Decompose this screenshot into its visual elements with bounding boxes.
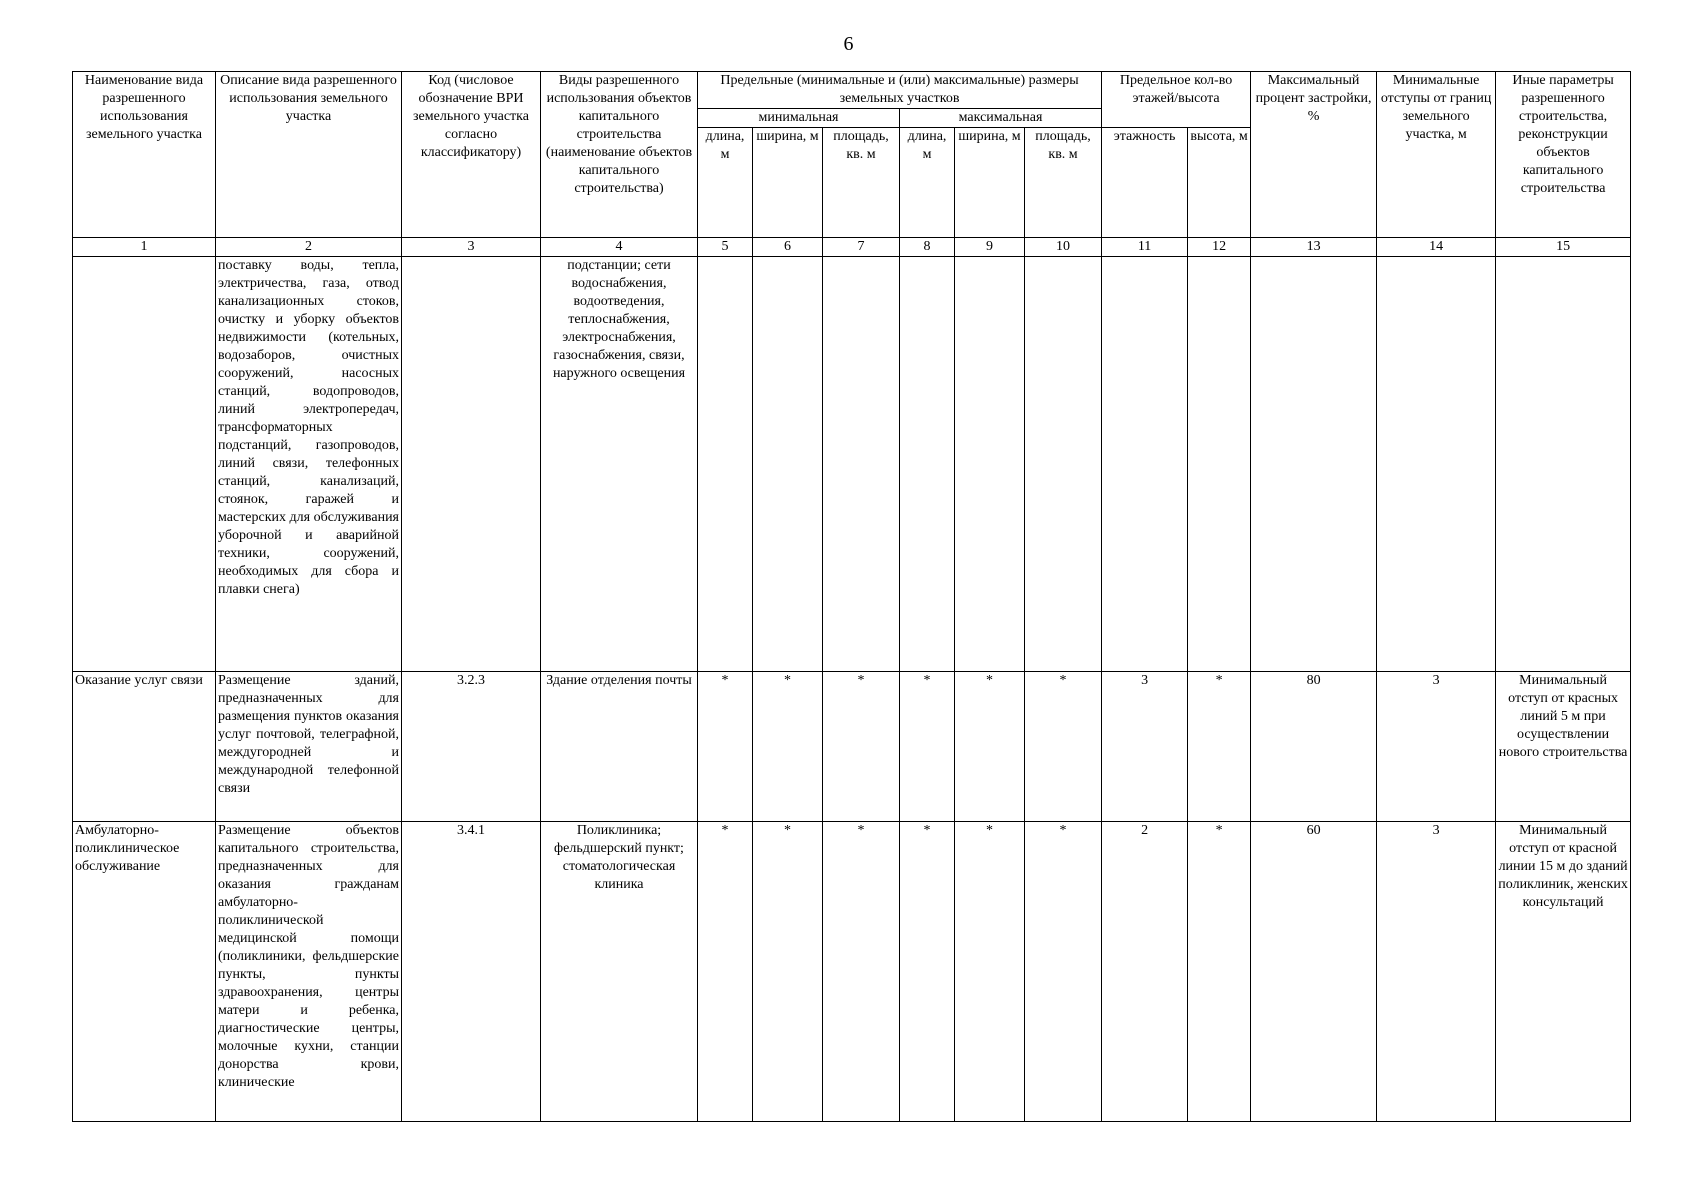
max-area-value: *: [1025, 672, 1102, 822]
classifier-code: [402, 257, 541, 672]
max-building-percent-value: [1251, 257, 1377, 672]
column-number: 3: [402, 238, 541, 257]
header-land-use-description: Описание вида разрешенного использования земельного участка: [216, 72, 402, 238]
land-use-name: [73, 257, 216, 672]
header-max-building-percent: Максимальный процент застройки, %: [1251, 72, 1377, 238]
construction-objects: Здание отделения почты: [541, 672, 698, 822]
column-number: 14: [1377, 238, 1496, 257]
max-width-value: [955, 257, 1025, 672]
header-plot-size-limits: Предельные (минимальные и (или) максимальные) размеры земельных участков: [698, 72, 1102, 109]
header-classifier-code: Код (числовое обозначение ВРИ земельного участка согласно классификатору): [402, 72, 541, 238]
column-number: 7: [823, 238, 900, 257]
header-max-length: длина, м: [900, 128, 955, 238]
max-area-value: *: [1025, 822, 1102, 1122]
table-row: [73, 257, 1631, 672]
floors-value: 3: [1102, 672, 1188, 822]
header-land-use-name: Наименование вида разрешенного использования земельного участка: [73, 72, 216, 238]
page-number: 6: [843, 33, 854, 55]
header-maximum: максимальная: [900, 109, 1102, 128]
column-number: 6: [753, 238, 823, 257]
classifier-code: 3.2.3: [402, 672, 541, 822]
max-area-value: [1025, 257, 1102, 672]
header-min-length: длина, м: [698, 128, 753, 238]
min-area-value: *: [823, 672, 900, 822]
header-min-area: площадь, кв. м: [823, 128, 900, 238]
column-number: 4: [541, 238, 698, 257]
land-use-description: Размещение объектов капитального строительства, предназначенных для оказания гражданам амбулаторно-поликлинической медицинской помощи (поликлиники, фельдшерские пункты, пункты здравоохранения, центры матери и ребенка, диагностические центры, молочные кухни, станции донорства крови, клинические: [216, 822, 402, 1122]
max-building-percent-value: 80: [1251, 672, 1377, 822]
construction-objects: подстанции; сети водоснабжения, водоотведения, теплоснабжения, электроснабжения, газоснабжения, связи, наружного освещения: [541, 257, 698, 672]
min-setback-value: 3: [1377, 822, 1496, 1122]
max-width-value: *: [955, 672, 1025, 822]
land-use-name: Амбулаторно-поликлиническое обслуживание: [73, 822, 216, 1122]
land-use-name: Оказание услуг связи: [73, 672, 216, 822]
header-height: высота, м: [1188, 128, 1251, 238]
min-width-value: [753, 257, 823, 672]
construction-objects: Поликлиника; фельдшерский пункт; стоматологическая клиника: [541, 822, 698, 1122]
table-row: [73, 672, 1631, 822]
column-number: 13: [1251, 238, 1377, 257]
column-number: 5: [698, 238, 753, 257]
floors-value: 2: [1102, 822, 1188, 1122]
height-value: *: [1188, 672, 1251, 822]
column-number: 1: [73, 238, 216, 257]
min-width-value: *: [753, 672, 823, 822]
column-number: 15: [1496, 238, 1631, 257]
column-number: 12: [1188, 238, 1251, 257]
column-number: 9: [955, 238, 1025, 257]
land-use-description: Размещение зданий, предназначенных для размещения пунктов оказания услуг почтовой, телеграфной, междугородней и международной телефонной связи: [216, 672, 402, 822]
classifier-code: 3.4.1: [402, 822, 541, 1122]
header-minimum: минимальная: [698, 109, 900, 128]
header-min-width: ширина, м: [753, 128, 823, 238]
other-parameters-value: Минимальный отступ от красных линий 5 м при осуществлении нового строительства: [1496, 672, 1631, 822]
other-parameters-value: Минимальный отступ от красной линии 15 м до зданий поликлиник, женских консультаций: [1496, 822, 1631, 1122]
header-other-parameters: Иные параметры разрешенного строительства, реконструкции объектов капитального строительства: [1496, 72, 1631, 238]
min-setback-value: 3: [1377, 672, 1496, 822]
header-floors: этажность: [1102, 128, 1188, 238]
land-use-description: поставку воды, тепла, электричества, газа, отвод канализационных стоков, очистку и уборку объектов недвижимости (котельных, водозаборов, очистных сооружений, насосных станций, водопроводов, линий электропередач, трансформаторных подстанций, газопроводов, линий связи, телефонных станций, канализаций, стоянок, гаражей и мастерских для обслуживания уборочной и аварийной техники, сооружений, необходимых для сбора и плавки снега): [216, 257, 402, 672]
header-max-width: ширина, м: [955, 128, 1025, 238]
height-value: [1188, 257, 1251, 672]
min-length-value: [698, 257, 753, 672]
header-floors-height-limits: Предельное кол-во этажей/высота: [1102, 72, 1251, 128]
column-number: 8: [900, 238, 955, 257]
column-number: 11: [1102, 238, 1188, 257]
min-width-value: *: [753, 822, 823, 1122]
min-area-value: [823, 257, 900, 672]
min-length-value: *: [698, 672, 753, 822]
max-width-value: *: [955, 822, 1025, 1122]
min-area-value: *: [823, 822, 900, 1122]
max-building-percent-value: 60: [1251, 822, 1377, 1122]
header-construction-objects: Виды разрешенного использования объектов капитального строительства (наименование объектов капитального строительства): [541, 72, 698, 238]
max-length-value: *: [900, 822, 955, 1122]
max-length-value: [900, 257, 955, 672]
min-length-value: *: [698, 822, 753, 1122]
max-length-value: *: [900, 672, 955, 822]
land-use-regulations-table: [72, 71, 1631, 1122]
column-number: 2: [216, 238, 402, 257]
table-row: [73, 822, 1631, 1122]
column-number: 10: [1025, 238, 1102, 257]
min-setback-value: [1377, 257, 1496, 672]
other-parameters-value: [1496, 257, 1631, 672]
floors-value: [1102, 257, 1188, 672]
header-max-area: площадь, кв. м: [1025, 128, 1102, 238]
height-value: *: [1188, 822, 1251, 1122]
column-numbers-row: [73, 238, 1631, 257]
header-min-setbacks: Минимальные отступы от границ земельного участка, м: [1377, 72, 1496, 238]
